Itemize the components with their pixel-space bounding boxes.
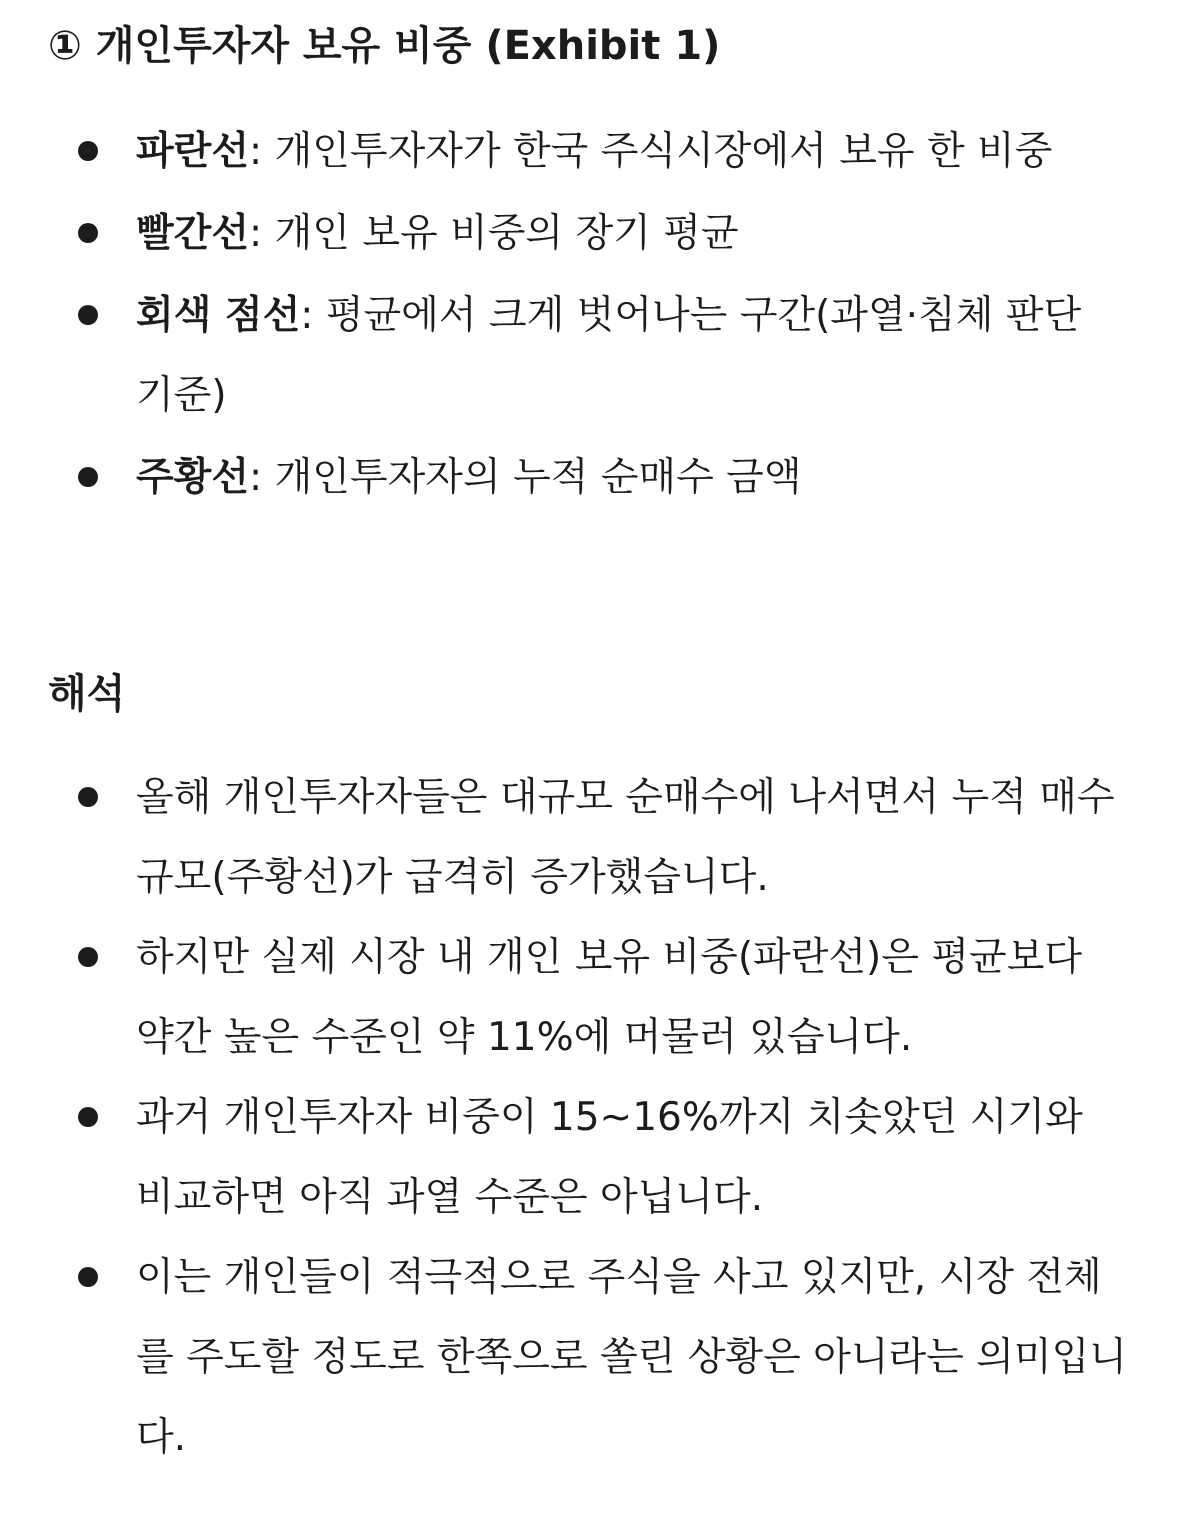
- list-item-orange-line: [0, 438, 1128, 518]
- list-item-red-line: [0, 194, 1128, 274]
- bullet-dot-icon: [78, 141, 98, 161]
- list-item-blue-line: [0, 112, 1128, 192]
- bullet-dot-icon: [78, 467, 98, 487]
- bullet-dot-icon: [78, 947, 98, 967]
- interpretation-list: [0, 758, 1128, 1478]
- bullet-dot-icon: [78, 223, 98, 243]
- section-title-interpretation: 해석: [48, 671, 126, 717]
- list-item-text: 이는 개인들이 적극적으로 주식을 사고 있지만, 시장 전체를 주도할 정도로 한쪽으로 쏠린 상황은 아니라는 의미입니다.: [136, 1255, 1127, 1460]
- bullet-dot-icon: [78, 787, 98, 807]
- legend-list: [0, 112, 1128, 520]
- list-item-text: : 개인 보유 비중의 장기 평균: [249, 211, 739, 256]
- list-item-term: 파란선: [136, 129, 250, 174]
- bullet-dot-icon: [78, 1107, 98, 1127]
- list-item-text: : 개인투자자의 누적 순매수 금액: [249, 455, 802, 500]
- list-item-term: 주황선: [136, 455, 250, 500]
- list-item: [0, 918, 1128, 1078]
- section-title-exhibit-1: ① 개인투자자 보유 비중 (Exhibit 1): [48, 23, 721, 69]
- list-item-term: 빨간선: [136, 211, 250, 256]
- list-item: [0, 1078, 1128, 1238]
- list-item-text: : 평균에서 크게 벗어나는 구간(과열·침체 판단 기준): [136, 293, 1082, 418]
- list-item-text: 올해 개인투자자들은 대규모 순매수에 나서면서 누적 매수 규모(주황선)가 급격히 증가했습니다.: [136, 775, 1115, 900]
- list-item-gray-dotted-line: [0, 276, 1128, 436]
- list-item-term: 회색 점선: [136, 293, 301, 338]
- list-item-text: 하지만 실제 시장 내 개인 보유 비중(파란선)은 평균보다 약간 높은 수준인 약 11%에 머물러 있습니다.: [136, 935, 1083, 1060]
- list-item-text: : 개인투자자가 한국 주식시장에서 보유 한 비중: [249, 129, 1053, 174]
- list-item: [0, 1238, 1128, 1478]
- bullet-dot-icon: [78, 1267, 98, 1287]
- list-item: [0, 758, 1128, 918]
- list-item-text: 과거 개인투자자 비중이 15~16%까지 치솟았던 시기와 비교하면 아직 과열 수준은 아닙니다.: [136, 1095, 1083, 1220]
- bullet-dot-icon: [78, 305, 98, 325]
